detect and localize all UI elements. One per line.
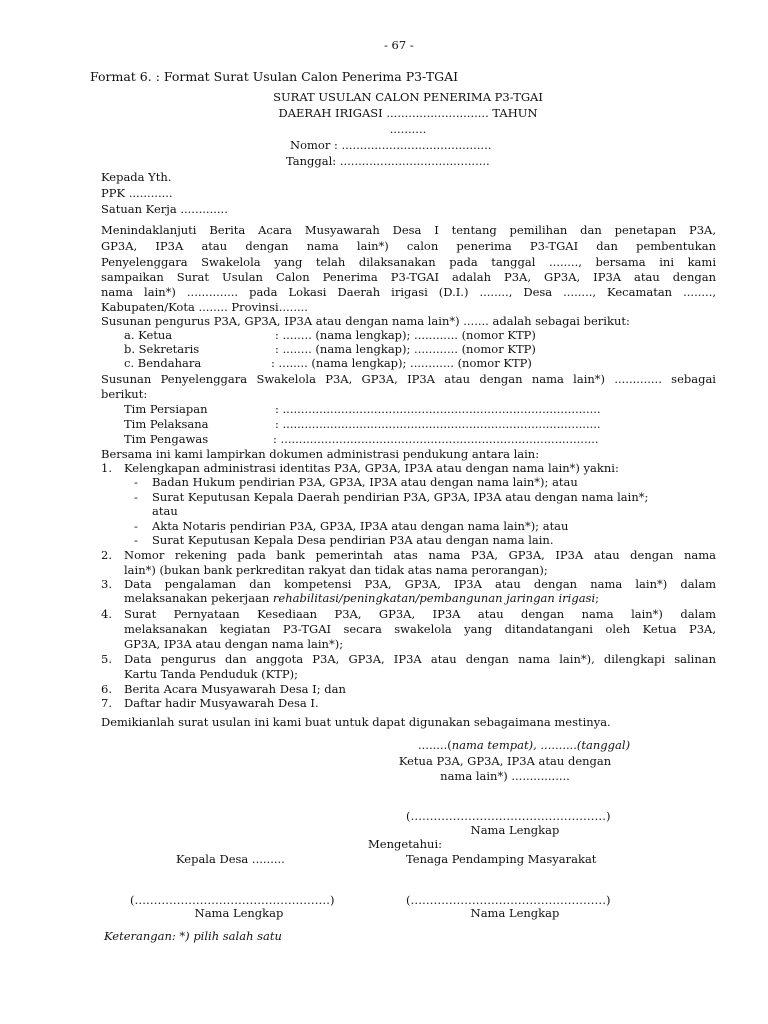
list-item: Data pengalaman dan kompetensi P3A, GP3A, IP3A atau dengan nama lain*) dalam: [124, 577, 716, 591]
place-date-italic: nama tempat), ..........(tanggal): [451, 738, 631, 752]
list-item: Berita Acara Musyawarah Desa I; dan: [124, 682, 346, 696]
list-number: 6.: [101, 682, 112, 696]
ketua-title: Ketua P3A, GP3A, IP3A atau dengan: [398, 754, 612, 768]
letter-title-line2: DAERAH IRIGASI ............................ TAHUN: [278, 106, 538, 120]
sub-item: Badan Hukum pendirian P3A, GP3A, IP3A atau dengan nama lain*); atau: [152, 475, 578, 489]
intro-line: Menindaklanjuti Berita Acara Musyawarah Desa I tentang pemilihan dan penetapan P3A,: [101, 223, 716, 237]
pengurus-intro: Susunan pengurus P3A, GP3A, IP3A atau dengan nama lain*) ....... adalah sebagai berikut:: [101, 314, 630, 328]
tim-label: Tim Pelaksana: [124, 417, 209, 431]
tim-value: : .......................................................................................: [275, 402, 601, 416]
intro-line: GP3A, IP3A atau dengan nama lain*) calon penerima P3-TGAI dan pembentukan: [101, 239, 716, 253]
list-number: 1.: [101, 461, 112, 475]
list-item: Data pengurus dan anggota P3A, GP3A, IP3A atau dengan nama lain*), dilengkapi salinan: [124, 652, 716, 666]
tim-label: Tim Persiapan: [124, 402, 208, 416]
tim-value: : .......................................................................................: [273, 432, 599, 446]
list-item: Nomor rekening pada bank pemerintah atas nama P3A, GP3A, IP3A atau dengan nama: [124, 548, 716, 562]
tim-value: : .......................................................................................: [275, 417, 601, 431]
kepala-desa-title: Kepala Desa .........: [176, 852, 285, 866]
signature-name: Nama Lengkap: [470, 906, 560, 920]
signature-name: Nama Lengkap: [194, 906, 284, 920]
nomor-line: Nomor : .........................................: [290, 138, 492, 152]
pengurus-value: : ........ (nama lengkap); ............ (nomor KTP): [275, 342, 536, 356]
signature-bracket: (……………………………………………): [406, 809, 611, 823]
list-item: Surat Pernyataan Kesediaan P3A, GP3A, IP3A atau dengan nama lain*) dalam: [124, 607, 716, 621]
list-item-cont: GP3A, IP3A atau dengan nama lain*);: [124, 637, 344, 651]
sub-item: Akta Notaris pendirian P3A, GP3A, IP3A atau dengan nama lain*); atau: [152, 519, 569, 533]
list-number: 4.: [101, 607, 112, 621]
list-item: Daftar hadir Musyawarah Desa I.: [124, 696, 319, 710]
signature-bracket: (……………………………………………): [406, 893, 611, 907]
signature-bracket: (……………………………………………): [130, 893, 335, 907]
dash: -: [134, 490, 138, 504]
list-number: 2.: [101, 548, 112, 562]
letter-title: SURAT USULAN CALON PENERIMA P3-TGAI: [273, 90, 543, 104]
addressee-line: Satuan Kerja .............: [101, 202, 228, 216]
tanggal-line: Tanggal: .........................................: [286, 154, 490, 168]
swakelola-intro-cont: berikut:: [101, 387, 148, 401]
intro-line: nama lain*) .............. pada Lokasi Daerah irigasi (D.I.) ........, Desa ........, Kecamatan ........,: [101, 285, 716, 299]
pengurus-value: : ........ (nama lengkap); ............ (nomor KTP): [271, 356, 532, 370]
list-number: 5.: [101, 652, 112, 666]
list-number: 7.: [101, 696, 112, 710]
lampiran-intro: Bersama ini kami lampirkan dokumen administrasi pendukung antara lain:: [101, 447, 540, 461]
pengurus-value: : ........ (nama lengkap); ............ (nomor KTP): [275, 328, 536, 342]
sub-item: Surat Keputusan Kepala Desa pendirian P3A atau dengan nama lain.: [152, 533, 554, 547]
format-line: Format 6. : Format Surat Usulan Calon Penerima P3-TGAI: [90, 69, 459, 84]
dash: -: [134, 519, 138, 533]
intro-line: Penyelenggara Swakelola yang telah dilaksanakan pada tanggal ........, bersama ini kami: [101, 255, 716, 269]
addressee-line: Kepada Yth.: [101, 170, 172, 184]
list-item-text: melaksanakan pekerjaan: [124, 591, 273, 605]
pengurus-label: b. Sekretaris: [124, 342, 200, 356]
list-item-text: ;: [595, 591, 600, 605]
keterangan-note: Keterangan: *) pilih salah satu: [104, 929, 282, 943]
dash: -: [134, 475, 138, 489]
sub-item-cont: atau: [152, 504, 178, 518]
list-item-cont: lain*) (bukan bank perkreditan rakyat dan tidak atas nama perorangan);: [124, 563, 548, 577]
mengetahui-label: Mengetahui:: [368, 837, 442, 851]
tim-label: Tim Pengawas: [124, 432, 209, 446]
page-number: - 67 -: [384, 38, 414, 52]
intro-line: Kabupaten/Kota ........ Provinsi........: [101, 300, 308, 314]
sub-item: Surat Keputusan Kepala Daerah pendirian P3A, GP3A, IP3A atau dengan nama lain*;: [152, 490, 649, 504]
signature-name: Nama Lengkap: [470, 823, 560, 837]
list-item-cont: melaksanakan kegiatan P3-TGAI secara swakelola yang ditandatangani oleh Ketua P3A,: [124, 622, 716, 636]
place-date-line: [418, 738, 630, 753]
tpm-title: Tenaga Pendamping Masyarakat: [406, 852, 597, 866]
closing-text: Demikianlah surat usulan ini kami buat untuk dapat digunakan sebagaimana mestinya.: [101, 715, 611, 729]
addressee-line: PPK ............: [101, 186, 173, 200]
pengurus-label: a. Ketua: [124, 328, 173, 342]
swakelola-intro: Susunan Penyelenggara Swakelola P3A, GP3A, IP3A atau dengan nama lain*) ............. sebagai: [101, 372, 716, 386]
dash: -: [134, 533, 138, 547]
place-date-text: ........(: [418, 738, 452, 752]
intro-line: sampaikan Surat Usulan Calon Penerima P3-TGAI adalah P3A, GP3A, IP3A atau dengan: [101, 270, 716, 284]
list-item-italic: rehabilitasi/peningkatan/pembangunan jaringan irigasi: [272, 591, 596, 605]
list-item-cont: [124, 591, 599, 606]
letter-title-line3: ..........: [389, 122, 427, 136]
pengurus-label: c. Bendahara: [124, 356, 202, 370]
list-item: Kelengkapan administrasi identitas P3A, GP3A, IP3A atau dengan nama lain*) yakni:: [124, 461, 619, 475]
list-item-cont: Kartu Tanda Penduduk (KTP);: [124, 667, 298, 681]
list-number: 3.: [101, 577, 112, 591]
ketua-title-cont: nama lain*) ................: [440, 769, 570, 783]
